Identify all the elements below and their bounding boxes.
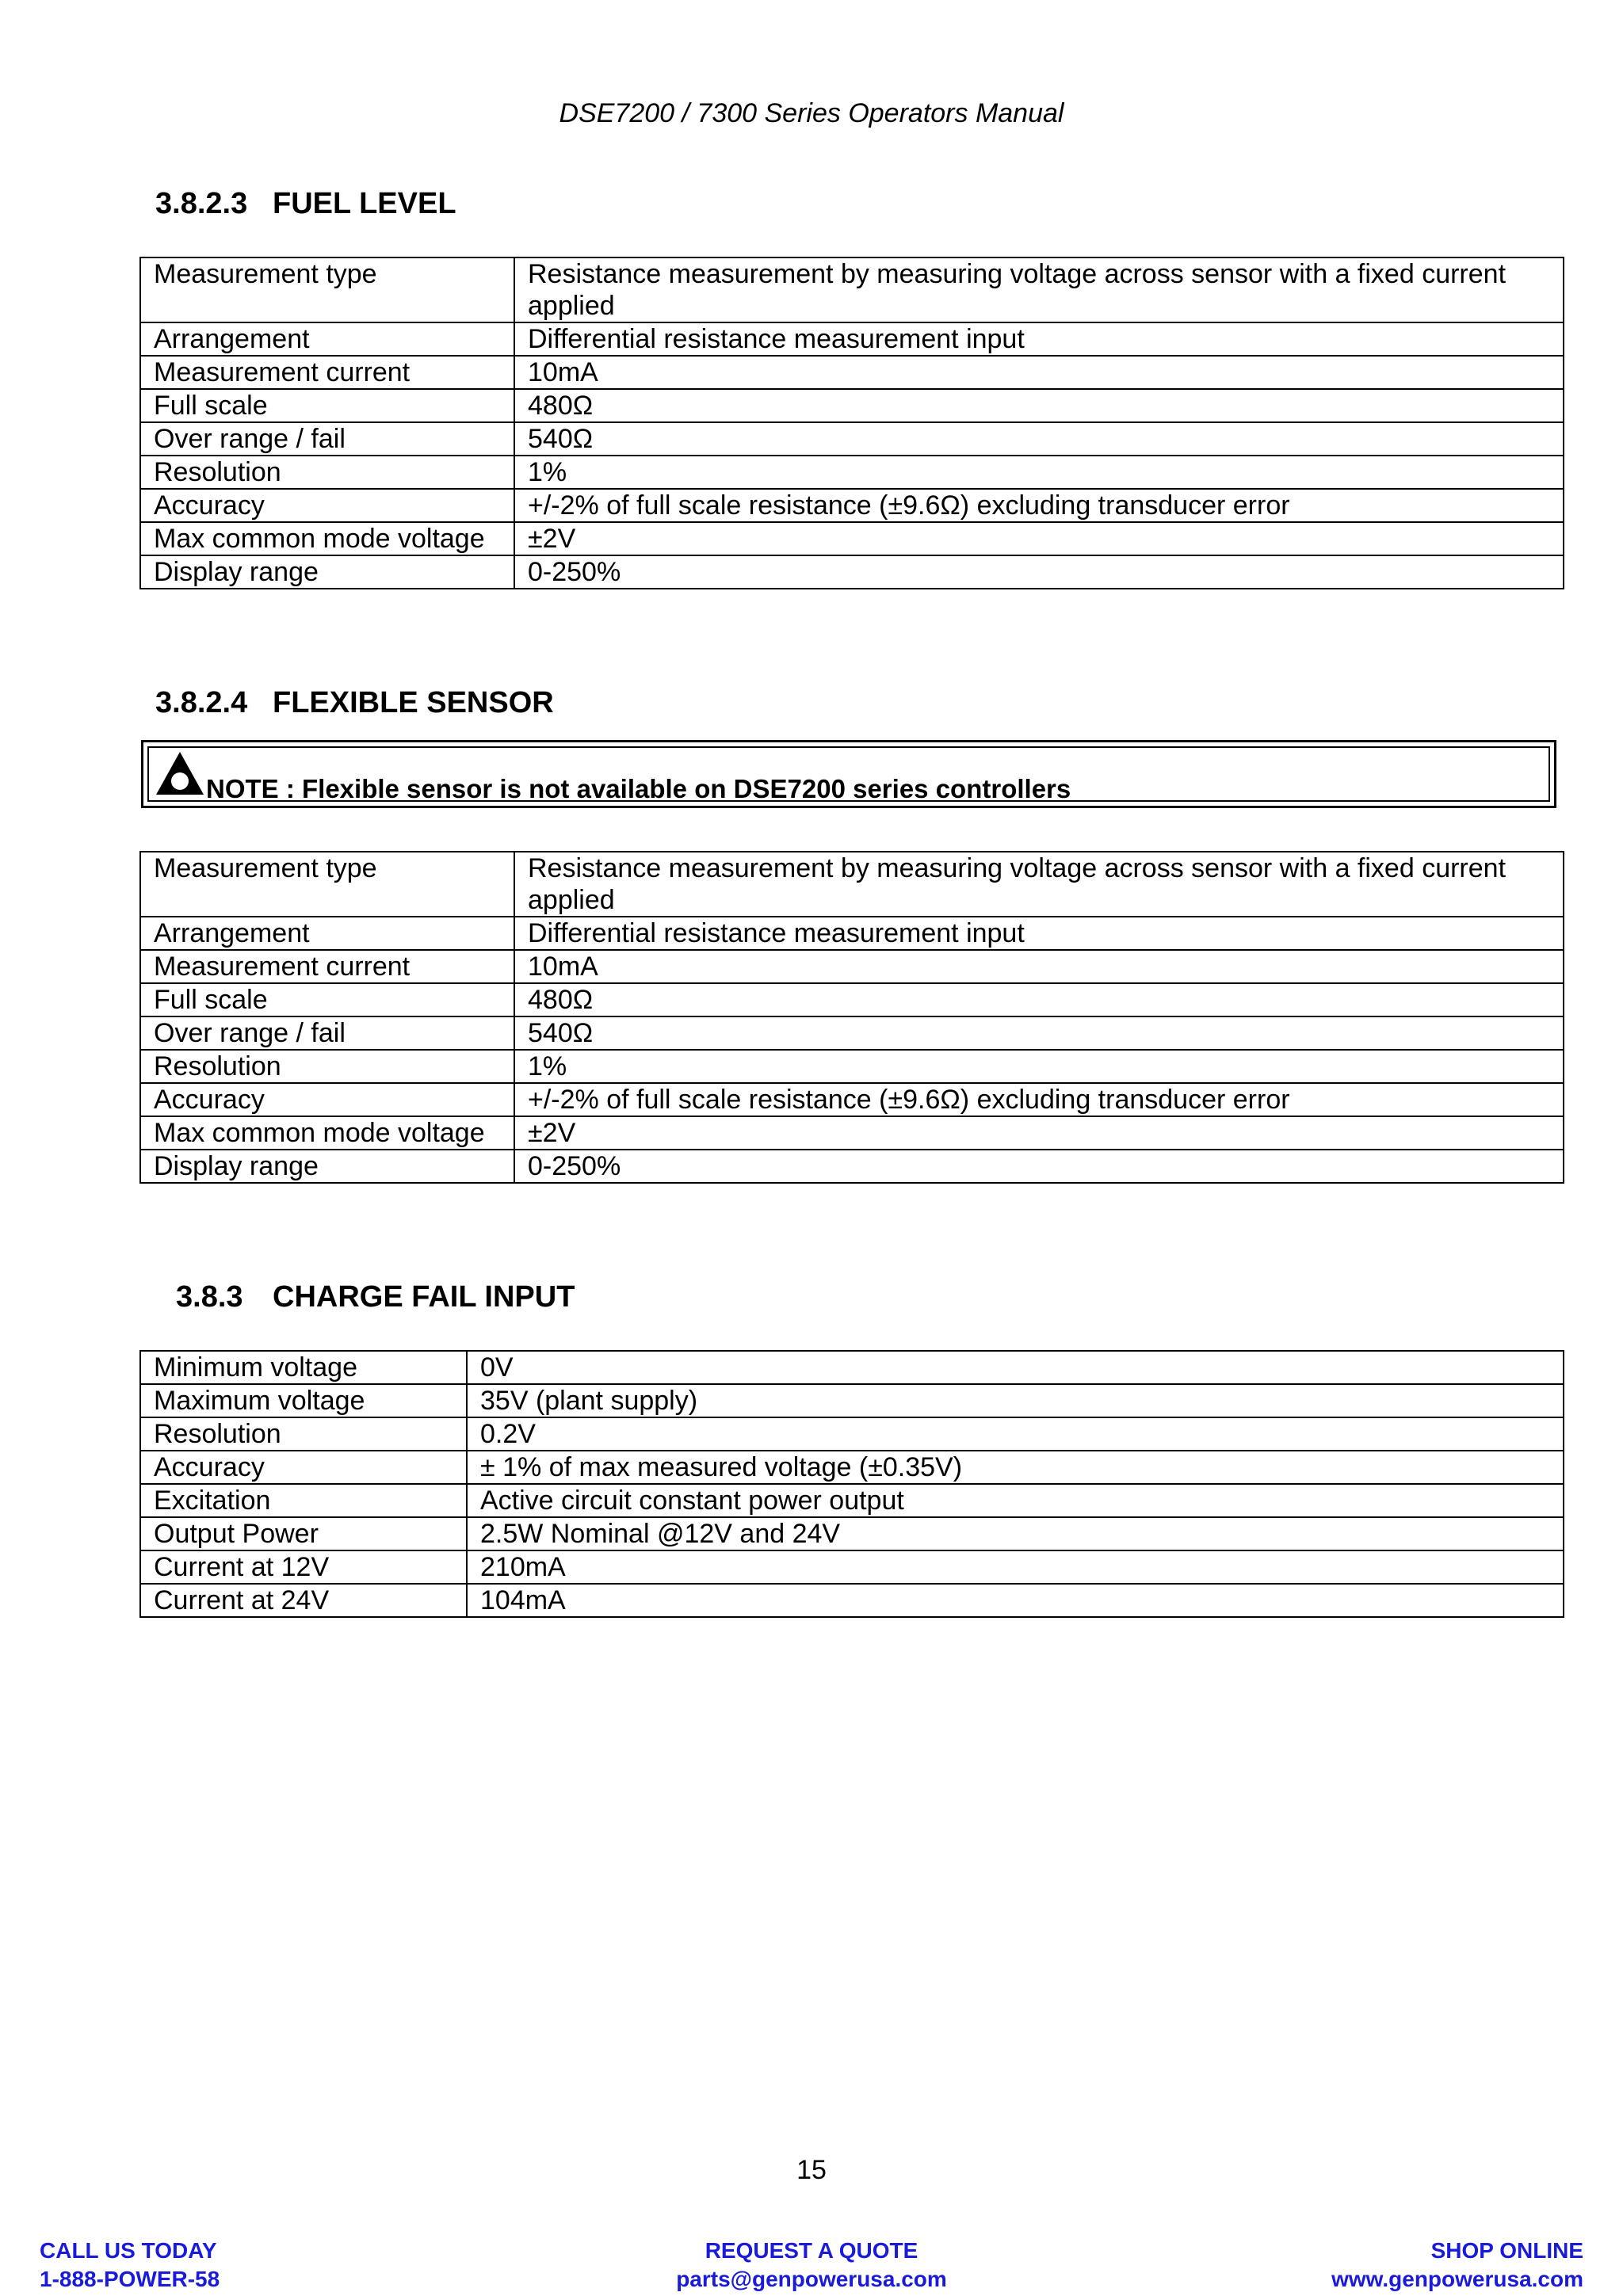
- table-row: [140, 422, 1564, 456]
- row-value: 0.2V: [467, 1417, 1564, 1451]
- row-label: Display range: [140, 555, 514, 589]
- row-label: Accuracy: [140, 489, 514, 522]
- table-row: [140, 1451, 1564, 1484]
- table-row: [140, 1384, 1564, 1417]
- row-value: Resistance measurement by measuring voltage across sensor with a fixed current applied: [514, 852, 1564, 917]
- row-label: Max common mode voltage: [140, 1116, 514, 1150]
- row-value: 10mA: [514, 356, 1564, 389]
- table-row: [140, 1584, 1564, 1617]
- row-value: 0-250%: [514, 1150, 1564, 1183]
- row-value: 540Ω: [514, 422, 1564, 456]
- table-row: [140, 1083, 1564, 1116]
- section-title: FUEL LEVEL: [273, 187, 456, 220]
- note-box: [141, 740, 1556, 808]
- footer-shop: [1331, 2237, 1583, 2294]
- row-label: Measurement current: [140, 950, 514, 983]
- row-label: Max common mode voltage: [140, 522, 514, 555]
- row-label: Resolution: [140, 456, 514, 489]
- section-heading-fuel-level: [155, 187, 456, 221]
- row-label: Minimum voltage: [140, 1351, 467, 1384]
- table-row: [140, 1417, 1564, 1451]
- row-value: 1%: [514, 1050, 1564, 1083]
- row-label: Measurement type: [140, 852, 514, 917]
- table-row: [140, 1116, 1564, 1150]
- row-label: Accuracy: [140, 1083, 514, 1116]
- section-title: FLEXIBLE SENSOR: [273, 686, 554, 719]
- row-value: +/-2% of full scale resistance (±9.6Ω) excluding transducer error: [514, 489, 1564, 522]
- footer-call-title: CALL US TODAY: [40, 2238, 217, 2263]
- row-value: +/-2% of full scale resistance (±9.6Ω) excluding transducer error: [514, 1083, 1564, 1116]
- footer-call-phone[interactable]: 1-888-POWER-58: [40, 2267, 220, 2291]
- row-value: Differential resistance measurement input: [514, 322, 1564, 356]
- table-row: [140, 1016, 1564, 1050]
- row-label: Resolution: [140, 1417, 467, 1451]
- row-label: Measurement current: [140, 356, 514, 389]
- row-label: Arrangement: [140, 917, 514, 950]
- row-label: Resolution: [140, 1050, 514, 1083]
- row-value: 480Ω: [514, 389, 1564, 422]
- row-label: Display range: [140, 1150, 514, 1183]
- row-value: 104mA: [467, 1584, 1564, 1617]
- row-value: 2.5W Nominal @12V and 24V: [467, 1517, 1564, 1550]
- table-row: [140, 1517, 1564, 1550]
- section-heading-flexible-sensor: [155, 686, 554, 720]
- row-value: 210mA: [467, 1550, 1564, 1584]
- table-row: [140, 1550, 1564, 1584]
- row-label: Full scale: [140, 983, 514, 1016]
- row-value: 540Ω: [514, 1016, 1564, 1050]
- row-label: Full scale: [140, 389, 514, 422]
- page-header-title: DSE7200 / 7300 Series Operators Manual: [559, 98, 1064, 128]
- row-label: Current at 24V: [140, 1584, 467, 1617]
- row-label: Accuracy: [140, 1451, 467, 1484]
- warning-triangle-icon: [155, 751, 204, 795]
- row-value: ±2V: [514, 1116, 1564, 1150]
- fuel-level-table: [139, 257, 1564, 589]
- table-row: [140, 950, 1564, 983]
- table-row: [140, 1351, 1564, 1384]
- table-row: [140, 257, 1564, 322]
- table-row: [140, 1484, 1564, 1517]
- row-label: Current at 12V: [140, 1550, 467, 1584]
- table-row: [140, 1150, 1564, 1183]
- row-value: Resistance measurement by measuring voltage across sensor with a fixed current applied: [514, 257, 1564, 322]
- row-value: 480Ω: [514, 983, 1564, 1016]
- table-row: [140, 852, 1564, 917]
- row-label: Arrangement: [140, 322, 514, 356]
- section-number: 3.8.2.4: [155, 686, 248, 719]
- row-label: Over range / fail: [140, 422, 514, 456]
- row-label: Output Power: [140, 1517, 467, 1550]
- row-label: Maximum voltage: [140, 1384, 467, 1417]
- footer-shop-title: SHOP ONLINE: [1430, 2238, 1583, 2263]
- page-number: 15: [796, 2155, 827, 2185]
- note-inner-frame: [147, 746, 1550, 802]
- footer-shop-url[interactable]: www.genpowerusa.com: [1331, 2267, 1583, 2291]
- footer-quote-title: REQUEST A QUOTE: [705, 2238, 918, 2263]
- table-row: [140, 489, 1564, 522]
- row-value: Differential resistance measurement input: [514, 917, 1564, 950]
- table-row: [140, 389, 1564, 422]
- charge-fail-table: [139, 1350, 1564, 1618]
- table-row: [140, 356, 1564, 389]
- table-row: [140, 555, 1564, 589]
- flexible-sensor-table: [139, 851, 1564, 1184]
- row-label: Excitation: [140, 1484, 467, 1517]
- table-row: [140, 983, 1564, 1016]
- section-title: CHARGE FAIL INPUT: [273, 1280, 575, 1314]
- note-text: NOTE : Flexible sensor is not available on DSE7200 series controllers: [206, 774, 1071, 803]
- row-value: 0V: [467, 1351, 1564, 1384]
- table-row: [140, 522, 1564, 555]
- section-number: 3.8.3: [176, 1280, 243, 1314]
- table-row: [140, 456, 1564, 489]
- row-label: Measurement type: [140, 257, 514, 322]
- row-value: 1%: [514, 456, 1564, 489]
- row-value: Active circuit constant power output: [467, 1484, 1564, 1517]
- table-row: [140, 1050, 1564, 1083]
- footer-quote-email[interactable]: parts@genpowerusa.com: [676, 2267, 947, 2291]
- section-heading-charge-fail: [176, 1280, 575, 1314]
- row-value: ± 1% of max measured voltage (±0.35V): [467, 1451, 1564, 1484]
- row-value: 0-250%: [514, 555, 1564, 589]
- row-label: Over range / fail: [140, 1016, 514, 1050]
- table-row: [140, 322, 1564, 356]
- row-value: 35V (plant supply): [467, 1384, 1564, 1417]
- section-number: 3.8.2.3: [155, 187, 248, 220]
- row-value: ±2V: [514, 522, 1564, 555]
- table-row: [140, 917, 1564, 950]
- row-value: 10mA: [514, 950, 1564, 983]
